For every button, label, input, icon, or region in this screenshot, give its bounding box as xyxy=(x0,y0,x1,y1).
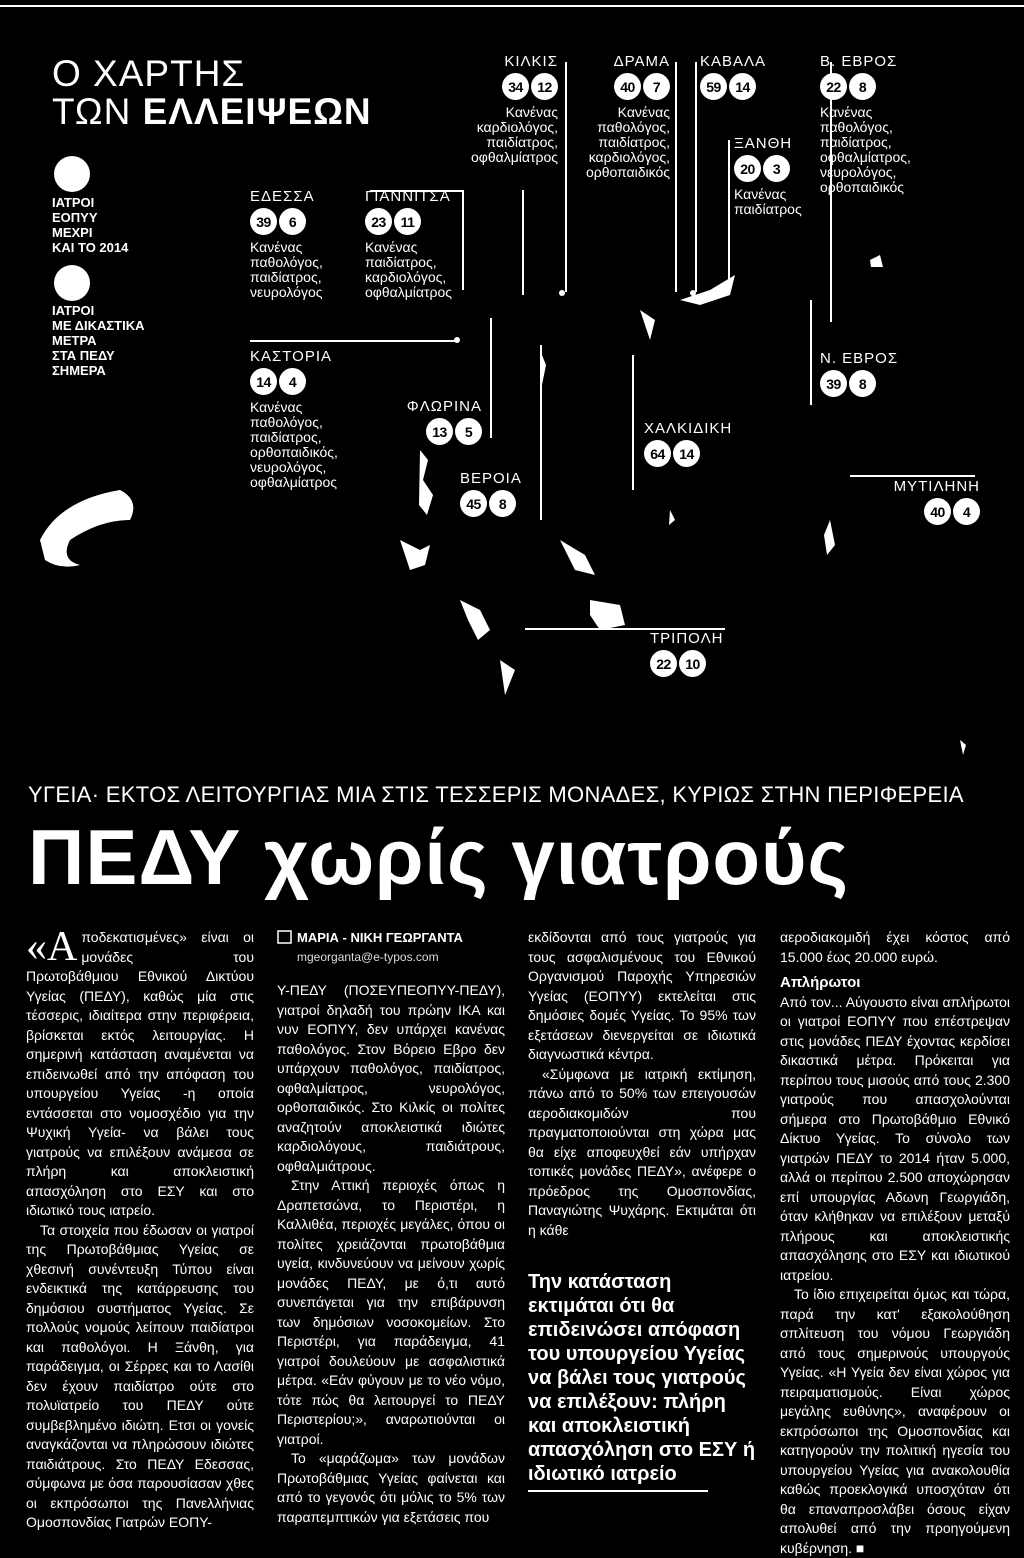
map-title-line2: ΤΩΝ ΕΛΛΕΙΨΕΩΝ xyxy=(52,91,372,132)
article-column-1: «Αποδεκατισμένες» είναι οι μονάδες του Πρωτοβάθμιου Εθνικού Δικτύου Υγείας (ΠΕΔΥ), καθώς μία στις τέσσερις, ιδιαίτερα στην περιφέρεια, βρίσκεται εκτός λειτουργίας. Η σημερινή κατάσταση αναμένεται να επιδεινωθεί από την απόφαση του υπουργείου Υγείας -η οποία εντάσσεται στο νομοσχέδιο για την Ψυχική Υγεία- να βάλει τους γιατρούς να επιλέξουν ανάμεσα σε πλήρη και αποκλειστική απασχόληση στο ΕΣΥ και στο ιδιωτικό τους ιατρείο. Τα στοιχεία που έδωσαν οι γιατροί της Πρωτοβάθμιας Υγείας σε χθεσινή συνέντευξη Τύπου είναι ενδεικτικά της κατάρρευσης του δημόσιου συστήματος Υγείας. Σε πολλούς νομούς λείπουν παιδίατροι και παθολόγοι. Η Ξάνθη, για παράδειγμα, οι Σέρρες και το Λασίθι δεν έχουν παιδίατρο ούτε στο πολυϊατρείο του ΠΕΔΥ ούτε συμβεβλημένο ιδιώτη. Ετσι οι γονείς αναγκάζονται να πληρώσουν ιδιώτες παιδιάτρους. Στο ΠΕΔΥ Εδεσσας, σύμφωνα με όσα παρουσίασαν χθες οι εκπρόσωποι της Πανελλήνιας Ομοσπονδίας Γιατρών ΕΟΠΥ- xyxy=(26,928,254,1533)
region-n-evros: Ν. ΕΒΡΟΣ 39 8 xyxy=(820,352,898,402)
badge-eopyy: 22 xyxy=(650,650,677,677)
connector xyxy=(462,190,464,290)
region-tripoli: ΤΡΙΠΟΛΗ 22 10 xyxy=(650,632,723,682)
article-column-2 xyxy=(277,928,505,1527)
region-drama: ΔΡΑΜΑ 40 7 Κανένας παθολόγος, παιδίατρος, καρδιολόγος, ορθοπαιδικός xyxy=(585,53,670,180)
badge-court: 12 xyxy=(531,73,558,100)
badge-court: 7 xyxy=(643,73,670,100)
badge-court: 8 xyxy=(849,370,876,397)
badge-court: 8 xyxy=(489,490,516,517)
badge-court: 10 xyxy=(679,650,706,677)
badge-eopyy: 13 xyxy=(426,418,453,445)
legend-label-court: ΙΑΤΡΟΙ ΜΕ ΔΙΚΑΣΤΙΚΑ ΜΕΤΡΑ ΣΤΑ ΠΕΔΥ ΣΗΜΕΡΑ xyxy=(52,303,145,378)
paragraph: Στην Αττική περιοχές όπως η Δραπετσώνα, το Περιστέρι, η Καλλιθέα, περιοχές μεγάλες, όπου οι πολίτες χρειάζονται πρωτοβάθμια υγεία, κινδυνεύουν να μείνουν χωρίς μονάδες ΠΕΔΥ, με ό,τι αυτό συνεπάγεται για την επιβάρυνση των δημόσιων νοσοκομείων. Στο Περιστέρι, για παράδειγμα, 41 γιατροί δουλεύουν με ασφαλιστικά μέτρα. «Εάν φύγουν με το νέο νόμο, τότε πώς θα λειτουργεί το ΠΕΔΥ Περιστερίου;», αναρωτιούνται οι γιατροί. xyxy=(277,1177,505,1447)
connector xyxy=(810,300,812,405)
subheading: Απλήρωτοι xyxy=(780,974,861,991)
region-mytilini: ΜΥΤΙΛΗΝΗ 40 4 xyxy=(870,480,980,530)
badge-eopyy: 40 xyxy=(924,498,951,525)
paragraph: Τα στοιχεία που έδωσαν οι γιατροί της Πρωτοβάθμιας Υγείας σε χθεσινή συνέντευξη Τύπου είναι ενδεικτικά της κατάρρευσης του δημόσιου συστήματος Υγείας. Σε πολλούς νομούς λείπουν παιδίατροι και παθολόγοι. Η Ξάνθη, για παράδειγμα, οι Σέρρες και το Λασίθι δεν έχουν παιδίατρο ούτε στο πολυϊατρείο του ΠΕΔΥ ούτε συμβεβλημένο ιδιώτη. Ετσι οι γονείς αναγκάζονται να πληρώσουν ιδιώτες παιδιάτρους. Στο ΠΕΔΥ Εδεσσας, σύμφωνα με όσα παρουσίασαν χθες οι εκπρόσωποι της Πανελλήνιας Ομοσπονδίας Γιατρών ΕΟΠΥ- xyxy=(26,1221,254,1530)
paragraph: Από τον... Αύγουστο είναι απλήρωτοι οι γιατροί ΕΟΠΥΥ που επέστρεψαν στις μονάδες ΠΕΔΥ έχοντας κερδίσει δικαστικά μέτρα. Πρόκειται για περίπου τους μισούς από τους 2.300 γιατρούς που απασχολούνται σήμερα στο Πρωτοβάθμιο Εθνικό Δίκτυο Υγείας. Το σύνολο των γιατρών ΠΕΔΥ το 2014 ήταν 5.000, αλλά οι περίπου 2.500 αποχώρησαν επί υπουργίας Αδωνη Γεωργιάδη, όταν κλήθηκαν να επιλέξουν μεταξύ πλήρους και αποκλειστικής απασχόλησης στο ΕΣΥ και ιδιωτικού ιατρείου. xyxy=(780,993,1010,1283)
author-email[interactable]: mgeorganta@e-typos.com xyxy=(297,949,439,964)
pin xyxy=(690,290,696,296)
connector xyxy=(250,340,458,342)
connector xyxy=(490,318,492,438)
region-v-evros: Β. ΕΒΡΟΣ 22 8 Κανένας παθολόγος, παιδίατρος, οφθαλμίατρος, νευρολόγος, ορθοπαιδικός xyxy=(820,53,911,195)
map-title-line1: Ο ΧΑΡΤΗΣ xyxy=(52,53,246,94)
pin xyxy=(559,290,565,296)
badge-court: 4 xyxy=(279,368,306,395)
legend-label-eopyy: ΙΑΤΡΟΙ ΕΟΠΥΥ ΜΕΧΡΙ ΚΑΙ ΤΟ 2014 xyxy=(52,195,129,255)
dropcap: «Α xyxy=(26,924,78,970)
paragraph: Το ίδιο επιχειρείται όμως και τώρα, παρά την κατ' εξακολούθηση σπλίτευση του νόμου Γεωργιάδη από τους σημερινούς υπουργούς Υγείας. «Η Υγεία δεν είναι χώρος για πειραματισμούς. Είναι χώρος μεγάλης ευθύνης», αναφέρουν οι εκπρόσωποι της Ομοσπονδίας και κατηγορούν την πολιτική ηγεσία του υπουργείου Υγείας για ανακολουθία καθώς προεκλογικά υποσχόταν ότι θα επαναπροσλάβει όσους είχαν απολυθεί από την προηγούμενη κυβέρνηση. ■ xyxy=(780,1286,1010,1556)
badge-eopyy: 39 xyxy=(250,208,277,235)
region-giannitsa: ΓΙΑΝΝΙΤΣΑ 23 11 Κανένας παιδίατρος, καρδιολόγος, οφθαλμίατρος xyxy=(365,188,453,300)
badge-eopyy: 34 xyxy=(502,73,529,100)
paragraph: «Σύμφωνα με ιατρική εκτίμηση, πάνω από το 50% των επειγουσών αεροδιακομιδών που πραγματοποιούνται στη χώρα μας θα είχε αποφευχθεί εάν υπήρχαν τοπικές μονάδες ΠΕΔΥ», ανέφερε ο πρόεδρος της Ομοσπονδίας, Παναγιώτης Ψυχάρης. Εκτιμάται ότι η κάθε xyxy=(528,1065,756,1238)
badge-eopyy: 20 xyxy=(734,155,761,182)
paragraph: Το «μαράζωμα» των μονάδων Πρωτοβάθμιας Υγείας φαίνεται και από το γεγονός ότι μόλις το 5% των παραπεμπτικών για εξετάσεις που xyxy=(277,1450,505,1525)
badge-eopyy: 40 xyxy=(614,73,641,100)
article-kicker: ΥΓΕΙΑ· ΕΚΤΟΣ ΛΕΙΤΟΥΡΓΙΑΣ ΜΙΑ ΣΤΙΣ ΤΕΣΣΕΡΙΣ ΜΟΝΑΔΕΣ, ΚΥΡΙΩΣ ΣΤΗΝ ΠΕΡΙΦΕΡΕΙΑ xyxy=(28,782,964,807)
badge-court: 14 xyxy=(729,73,756,100)
pull-quote: Την κατάσταση εκτιμάται ότι θα επιδεινώσει απόφαση του υπουργείου Υγείας να βάλει τους γιατρούς να επιλέξουν: πλήρη και αποκλειστική απασχόληση στο ΕΣΥ ή ιδιωτικό ιατρείο xyxy=(528,1271,756,1485)
region-chalkidiki: ΧΑΛΚΙΔΙΚΗ 64 14 xyxy=(644,422,732,472)
paragraph: Υ-ΠΕΔΥ (ΠΟΣΕΥΠΕΟΠΥΥ-ΠΕΔΥ), γιατροί δηλαδή του πρώην ΙΚΑ και νυν ΕΟΠΥΥ, δεν υπάρχει κανένας παθολόγος. Στον Βόρειο Εβρο δεν υπάρχουν παθολόγος, παιδίατρος, οφθαλμίατρος, νευρολόγος, ορθοπαιδικός. Στο Κιλκίς οι πολίτες αναζητούν αποκλειστικά ιδιώτες καρδιολόγους, παιδιάτρους, οφθαλμιάτρους. xyxy=(277,982,505,1174)
badge-eopyy: 59 xyxy=(700,73,727,100)
badge-eopyy: 22 xyxy=(820,73,847,100)
badge-court: 5 xyxy=(455,418,482,445)
badge-eopyy: 39 xyxy=(820,370,847,397)
connector xyxy=(522,190,524,295)
badge-court: 14 xyxy=(673,440,700,467)
pin xyxy=(454,337,460,343)
article-column-4 xyxy=(780,928,1010,1558)
region-kavala: ΚΑΒΑΛΑ 59 14 xyxy=(700,55,766,105)
badge-eopyy: 45 xyxy=(460,490,487,517)
connector xyxy=(675,62,677,292)
badge-court: 3 xyxy=(763,155,790,182)
region-veroia: ΒΕΡΟΙΑ 45 8 xyxy=(460,472,522,522)
connector xyxy=(850,475,975,477)
region-florina: ΦΛΩΡΙΝΑ 13 5 xyxy=(380,400,482,450)
region-kilkis: ΚΙΛΚΙΣ 34 12 Κανένας καρδιολόγος, παιδίατρος, οφθαλμίατρος xyxy=(470,53,558,165)
article-column-3 xyxy=(528,928,756,1492)
badge-eopyy: 64 xyxy=(644,440,671,467)
badge-court: 11 xyxy=(394,208,421,235)
connector xyxy=(632,355,634,490)
connector xyxy=(695,62,697,292)
badge-court: 8 xyxy=(849,73,876,100)
badge-eopyy: 14 xyxy=(250,368,277,395)
region-edessa: ΕΔΕΣΣΑ 39 6 Κανένας παθολόγος, παιδίατρος, νευρολόγος xyxy=(250,188,323,300)
paragraph: εκδίδονται από τους γιατρούς για τους ασφαλισμένους του Εθνικού Οργανισμού Παροχής Υπηρεσιών Υγείας (ΕΟΠΥΥ) εκτελείται στις δημόσιες δομές Υγείας. Το 95% των εξετάσεων διενεργείται σε ιδιωτικά διαγνωστικά κέντρα. xyxy=(528,929,756,1062)
connector xyxy=(540,345,542,520)
article-headline: ΠΕΔΥ χωρίς γιατρούς xyxy=(28,813,850,901)
paragraph: αεροδιακομιδή έχει κόστος από 15.000 έως 20.000 ευρώ. xyxy=(780,929,1010,965)
connector xyxy=(728,140,730,280)
region-kastoria: ΚΑΣΤΟΡΙΑ 14 4 Κανένας παθολόγος, παιδίατρος, ορθοπαιδικός, νευρολόγος, οφθαλμίατρος xyxy=(250,348,338,490)
badge-court: 6 xyxy=(279,208,306,235)
pull-quote-rule xyxy=(528,1490,708,1492)
byline: ΜΑΡΙΑ - ΝΙΚΗ ΓΕΩΡΓΑΝΤΑ xyxy=(277,928,505,948)
badge-eopyy: 23 xyxy=(365,208,392,235)
author-icon xyxy=(277,930,293,944)
badge-court: 4 xyxy=(953,498,980,525)
region-xanthi: ΞΑΝΘΗ 20 3 Κανένας παιδίατρος xyxy=(734,135,802,217)
